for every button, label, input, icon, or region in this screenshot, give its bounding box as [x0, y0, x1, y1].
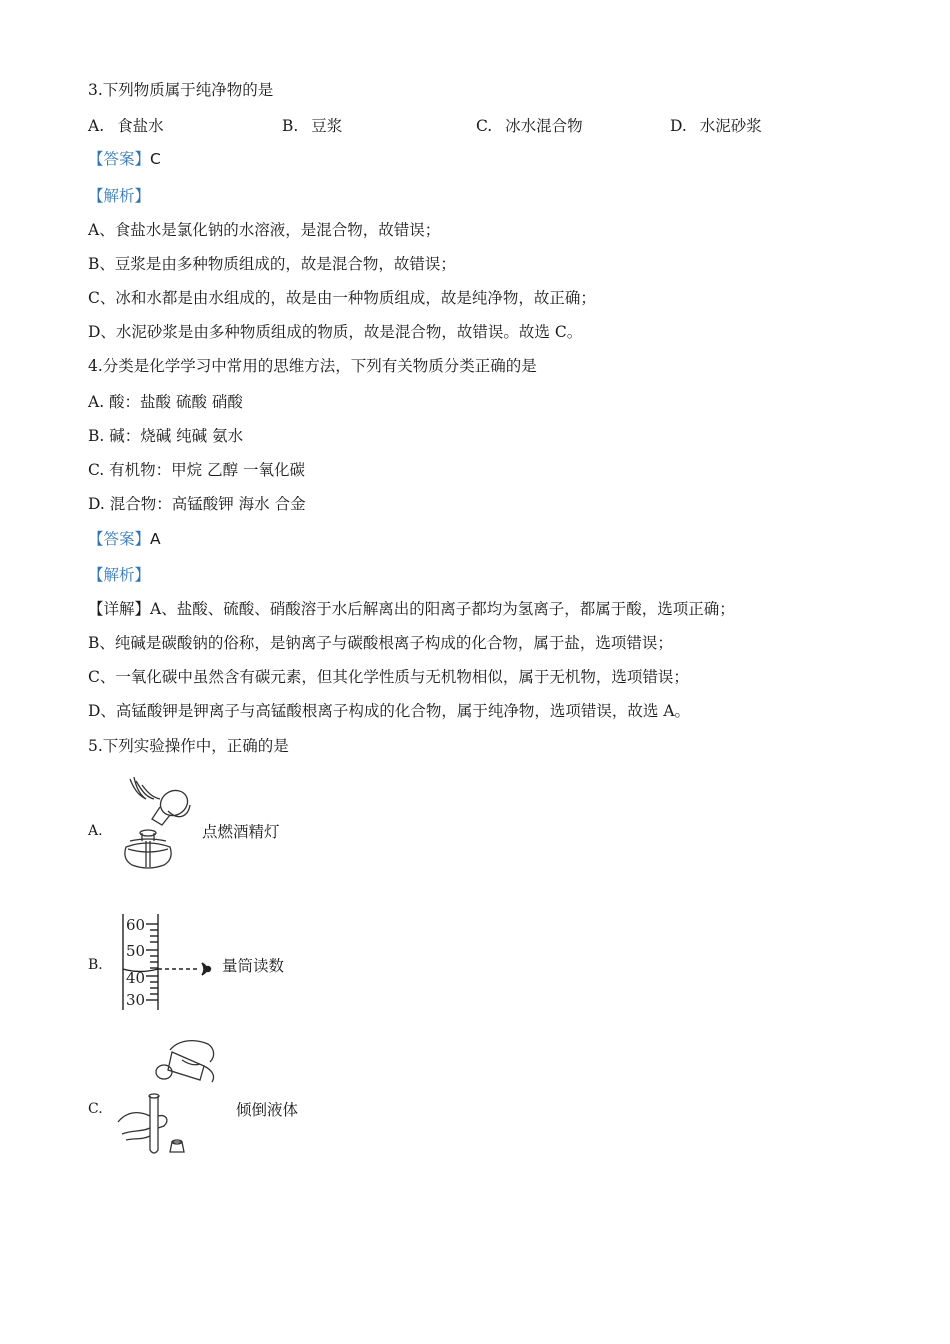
- cylinder-tick-30: 30: [126, 991, 146, 1009]
- q3-option-c-text: 冰水混合物: [505, 117, 583, 135]
- q4-analysis-line: C、一氧化碳中虽然含有碳元素，但其化学性质与无机物相似，属于无机物，选项错误；: [88, 668, 689, 686]
- q3-answer-value: C: [150, 150, 161, 168]
- q4-option-c: C. 有机物：甲烷 乙醇 一氧化碳: [88, 461, 306, 479]
- q3-option-b-letter: B.: [282, 117, 299, 135]
- q4-answer-tag: 【答案】: [88, 530, 151, 548]
- q4-analysis-line: 【详解】A、盐酸、硫酸、硝酸溶于水后解离出的阳离子都均为氢离子，都属于酸，选项正确；: [88, 600, 735, 618]
- q3-option-d-text: 水泥砂浆: [699, 117, 762, 135]
- q4-analysis-line: B、纯碱是碳酸钠的俗称，是钠离子与碳酸根离子构成的化合物，属于盐，选项错误；: [88, 634, 673, 652]
- q5-option-b-letter: B.: [88, 957, 103, 973]
- q3-option-a: [88, 115, 164, 137]
- q3-option-a-text: 食盐水: [117, 117, 164, 135]
- q4-analysis-tag: 【解析】: [88, 566, 151, 584]
- q4-option-a: A. 酸：盐酸 硫酸 硝酸: [88, 393, 243, 411]
- alcohol-lamp-figure: [112, 775, 202, 875]
- q3-option-c: [476, 115, 583, 137]
- cylinder-tick-50: 50: [126, 942, 146, 960]
- q4-option-b: B. 碱：烧碱 纯碱 氨水: [88, 427, 244, 445]
- q5-option-c-letter: C.: [88, 1101, 103, 1117]
- q3-option-a-letter: A.: [88, 117, 105, 135]
- q3-answer: [88, 148, 161, 170]
- pouring-liquid-figure: [112, 1036, 222, 1158]
- q5-option-b-caption: 量筒读数: [222, 957, 285, 975]
- question-3-stem: 3.下列物质属于纯净物的是: [88, 81, 274, 99]
- q4-answer-value: A: [150, 530, 161, 548]
- q5-option-c-caption: 倾倒液体: [236, 1101, 299, 1119]
- q3-analysis-line: C、冰和水都是由水组成的，故是由一种物质组成，故是纯净物，故正确；: [88, 289, 596, 307]
- q5-option-a-caption: 点燃酒精灯: [202, 823, 280, 841]
- q4-answer: [88, 528, 161, 550]
- q3-option-b: [282, 115, 342, 137]
- graduated-cylinder-figure: [118, 912, 218, 1012]
- q3-analysis-line: A、食盐水是氯化钠的水溶液，是混合物，故错误；: [88, 221, 441, 239]
- q3-option-b-text: 豆浆: [311, 117, 343, 135]
- cylinder-tick-40: 40: [126, 969, 146, 987]
- q3-option-d: [670, 115, 762, 137]
- q3-analysis-tag: 【解析】: [88, 187, 151, 205]
- question-4-stem: 4.分类是化学学习中常用的思维方法，下列有关物质分类正确的是: [88, 357, 537, 375]
- question-5-stem: 5.下列实验操作中，正确的是: [88, 737, 289, 755]
- q4-option-d: D. 混合物：高锰酸钾 海水 合金: [88, 495, 306, 513]
- q3-analysis-line: B、豆浆是由多种物质组成的，故是混合物，故错误；: [88, 255, 456, 273]
- q3-option-d-letter: D.: [670, 117, 687, 135]
- q3-answer-tag: 【答案】: [88, 150, 151, 168]
- q4-analysis-line: D、高锰酸钾是钾离子与高锰酸根离子构成的化合物，属于纯净物，选项错误，故选 A。: [88, 702, 691, 720]
- q5-option-a-letter: A.: [88, 823, 103, 839]
- q3-analysis-line: D、水泥砂浆是由多种物质组成的物质，故是混合物，故错误。故选 C。: [88, 323, 583, 341]
- q3-option-c-letter: C.: [476, 117, 493, 135]
- cylinder-tick-60: 60: [126, 916, 146, 934]
